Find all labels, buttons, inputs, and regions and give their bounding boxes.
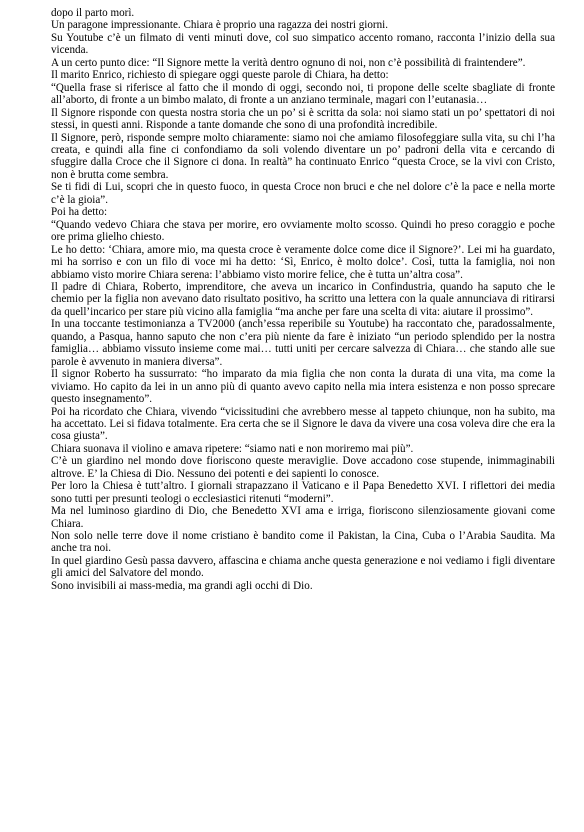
paragraph: Le ho detto: ‘Chiara, amore mio, ma questa croce è veramente dolce come dice il Signore?’. Lei mi ha guardato, mi ha sorriso e con un filo di voce mi ha detto: ‘Sì, Enrico, è molto dolce’. Così, tutta la famiglia, noi non abbiamo visto morire Chiara serena: l’abbiamo visto morire felice, che è tutta un’altra cosa”. (51, 243, 555, 281)
paragraph: Se ti fidi di Lui, scopri che in questo fuoco, in questa Croce non bruci e che nel dolore c’è la pace e nella morte c’è la gioia”. (51, 181, 555, 206)
paragraph: dopo il parto morì. (51, 7, 135, 19)
paragraph: Poi ha ricordato che Chiara, vivendo “vicissitudini che avrebbero messe al tappeto chiunque, non ha subito, ma ha accettato. Lei si fidava totalmente. Era certa che se il Signore le dava da vivere una cosa voleva dire che era la cosa giusta”. (51, 405, 555, 443)
document-body (51, 7, 555, 592)
paragraph: Ma nel luminoso giardino di Dio, che Benedetto XVI ama e irriga, fioriscono silenziosamente giovani come Chiara. (51, 505, 555, 530)
paragraph: Il marito Enrico, richiesto di spiegare oggi queste parole di Chiara, ha detto: (51, 69, 389, 82)
paragraph: Poi ha detto: (51, 206, 108, 219)
paragraph: Il signor Roberto ha sussurrato: “ho imparato da mia figlia che non conta la durata di una vita, ma come la viviamo. Ho capito da lei in un anno più di quanto avevo capito nella mia intera esistenza e non posso sprecare questo insegnamento”. (51, 368, 555, 406)
paragraph: Il Signore, però, risponde sempre molto chiaramente: siamo noi che amiamo filosofeggiare sulla vita, su chi l’ha creata, e quindi alla fine ci confondiamo da soli volendo diventare un po’ padroni della vita e cercando di sfuggire dalla Croce che il Signore ci dona. In realtà” ha continuato Enrico “questa Croce, se la vivi con Cristo, non è brutta come sembra. (51, 131, 555, 181)
paragraph: Sono invisibili ai mass-media, ma grandi agli occhi di Dio. (51, 579, 313, 592)
paragraph: “Quando vedevo Chiara che stava per morire, ero ovviamente molto scosso. Quindi ho preso coraggio e poche ore prima glielho chiesto. (51, 218, 555, 244)
paragraph: In una toccante testimonianza a TV2000 (anch’essa reperibile su Youtube) ha raccontato che, paradossalmente, quando, a Pasqua, hanno saputo che non c’era più niente da fare è iniziato “un periodo splendido per la nostra famiglia… abbiamo vissuto insieme come mai… tutti uniti per cercare salvezza di Chiara… che stando alle sue parole è avvenuto in maniera diversa”. (51, 318, 555, 368)
paragraph: Non solo nelle terre dove il nome cristiano è bandito come il Pakistan, la Cina, Cuba o l’Arabia Saudita. Ma anche tra noi. (51, 530, 555, 555)
paragraph: Su Youtube c’è un filmato di venti minuti dove, col suo simpatico accento romano, racconta l’inizio della sua vicenda. (51, 31, 555, 57)
paragraph: C’è un giardino nel mondo dove fioriscono queste meraviglie. Dove accadono cose stupende, inimmaginabili altrove. E’ la Chiesa di Dio. Nessuno dei potenti e dei sapienti lo conosce. (51, 455, 555, 480)
paragraph: A un certo punto dice: “Il Signore mette la verità dentro ognuno di noi, non c’è possibilità di fraintendere”. (51, 56, 526, 69)
paragraph: Per loro la Chiesa è tutt’altro. I giornali strapazzano il Vaticano e il Papa Benedetto XVI. I riflettori dei media sono tutti per presunti teologi o ecclesiastici ritenuti “moderni”. (51, 480, 555, 505)
paragraph: In quel giardino Gesù passa davvero, affascina e chiama anche questa generazione e noi vediamo i figli diventare gli amici del Salvatore del mondo. (51, 554, 555, 580)
paragraph: Un paragone impressionante. Chiara è proprio una ragazza dei nostri giorni. (51, 19, 389, 32)
paragraph: “Quella frase si riferisce al fatto che il mondo di oggi, secondo noi, ti propone delle scelte sbagliate di fronte all’aborto, di fronte a un bimbo malato, di fronte a un anziano terminale, magari con l’eutanasia… (51, 81, 555, 107)
paragraph: Chiara suonava il violino e amava ripetere: “siamo nati e non moriremo mai più”. (51, 442, 414, 455)
paragraph: Il padre di Chiara, Roberto, imprenditore, che aveva un incarico in Confindustria, quando ha saputo che le chemio per la figlia non avevano dato risultato positivo, ha scritto una lettera con la quale annunciava di ritirarsi da quell’incarico per stare più vicino alla famiglia “ma anche per fare una scelta di vita: aiutare il prossimo”. (51, 280, 555, 318)
paragraph: Il Signore risponde con questa nostra storia che un po’ si è scritta da sola: noi siamo stati un po’ spettatori di noi stessi, in questi anni. Risponde a tante domande che sono di una profondità incredibile. (51, 106, 555, 132)
